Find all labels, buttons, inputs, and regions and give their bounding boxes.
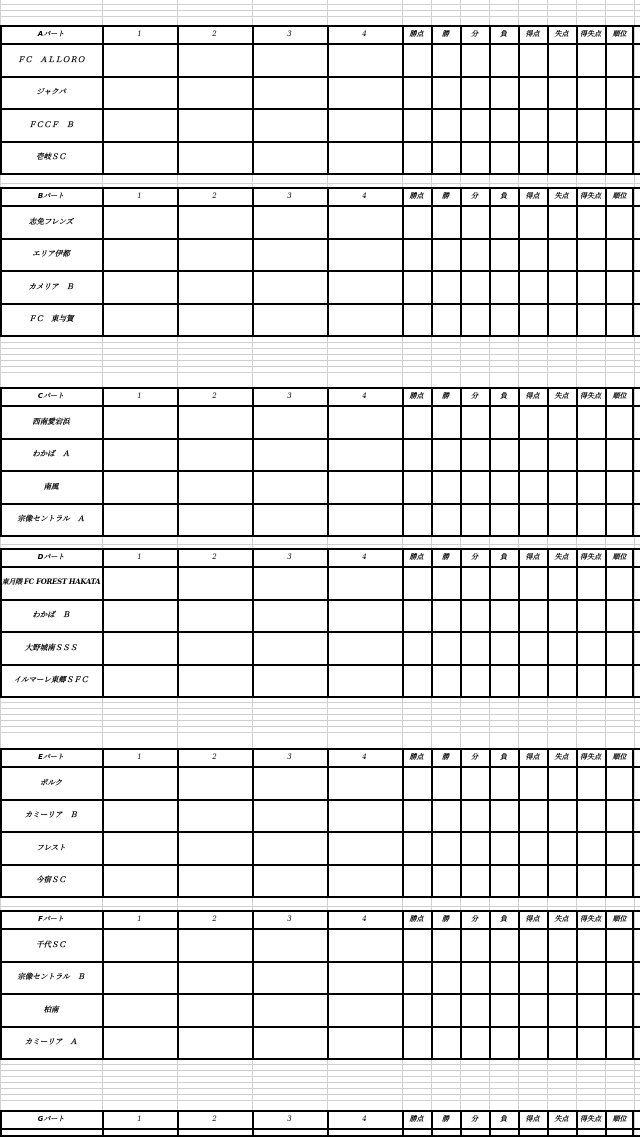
grid-line: [0, 910, 2, 1058]
part-label: Cパート: [37, 392, 65, 400]
grid-line: [177, 187, 179, 335]
grid-line: [327, 748, 329, 896]
grid-line: [632, 910, 634, 1058]
stat-column-header: 負: [500, 915, 507, 923]
grid-line: [0, 354, 640, 355]
match-column-header: 1: [137, 753, 142, 761]
grid-line: [632, 387, 634, 535]
grid-line: [102, 387, 104, 535]
grid-line: [518, 387, 520, 535]
stat-column-header: 失点: [554, 392, 569, 400]
grid-line: [0, 348, 640, 349]
stat-column-header: 失点: [554, 1115, 569, 1123]
stat-column-header: 勝点: [409, 915, 424, 923]
grid-line: [0, 387, 640, 389]
grid-line: [431, 25, 433, 173]
stat-column-header: 勝: [442, 753, 449, 761]
grid-line: [460, 748, 462, 896]
grid-line: [0, 238, 640, 240]
grid-line: [177, 25, 179, 173]
grid-line: [547, 25, 549, 173]
match-column-header: 4: [362, 192, 367, 200]
grid-line: [0, 748, 2, 896]
match-column-header: 4: [362, 1115, 367, 1123]
grid-line: [327, 548, 329, 696]
grid-line: [0, 173, 640, 175]
stat-column-header: 得点: [525, 30, 540, 38]
grid-line: [489, 748, 491, 896]
team-name: 宗像セントラル Ａ: [17, 514, 85, 524]
grid-line: [605, 25, 607, 173]
grid-line: [0, 766, 640, 768]
grid-line: [0, 1076, 640, 1077]
grid-line: [327, 387, 329, 535]
grid-line: [576, 910, 578, 1058]
team-name: 西南愛宕浜: [32, 416, 70, 426]
stat-column-header: 分: [471, 915, 478, 923]
grid-line: [632, 25, 634, 173]
stat-column-header: 得失点: [580, 30, 601, 38]
match-column-header: 2: [212, 1115, 217, 1123]
grid-line: [431, 1110, 433, 1136]
stat-column-header: 失点: [554, 192, 569, 200]
stat-column-header: 勝: [442, 192, 449, 200]
grid-line: [431, 187, 433, 335]
grid-line: [0, 187, 2, 335]
grid-line: [0, 1094, 640, 1095]
stat-column-header: 順位: [612, 192, 627, 200]
team-name: エリア伊都: [32, 249, 70, 259]
grid-line: [0, 961, 640, 963]
grid-line: [102, 910, 104, 1058]
grid-line: [0, 303, 640, 305]
grid-line: [0, 76, 640, 78]
match-column-header: 1: [137, 192, 142, 200]
stat-column-header: 順位: [612, 915, 627, 923]
grid-line: [0, 4, 640, 5]
grid-line: [0, 1082, 640, 1083]
grid-line: [0, 470, 640, 472]
part-label: Bパート: [37, 192, 65, 200]
grid-line: [0, 708, 640, 709]
stat-column-header: 勝点: [409, 392, 424, 400]
part-label: Fパート: [38, 915, 64, 923]
team-name: イルマーレ東郷ＳＦＣ: [13, 675, 89, 685]
grid-line: [0, 910, 640, 912]
grid-line: [489, 25, 491, 173]
grid-line: [576, 25, 578, 173]
grid-line: [0, 366, 640, 367]
stat-column-header: 勝点: [409, 192, 424, 200]
grid-line: [0, 831, 640, 833]
match-column-header: 4: [362, 753, 367, 761]
grid-line: [460, 387, 462, 535]
match-column-header: 3: [287, 392, 292, 400]
stat-column-header: 得点: [525, 915, 540, 923]
grid-line: [252, 1110, 254, 1136]
grid-line: [431, 548, 433, 696]
stat-column-header: 勝点: [409, 30, 424, 38]
match-column-header: 4: [362, 915, 367, 923]
match-column-header: 3: [287, 915, 292, 923]
grid-line: [0, 1100, 640, 1101]
grid-line: [0, 548, 640, 550]
stat-column-header: 順位: [612, 30, 627, 38]
stat-column-header: 得失点: [580, 392, 601, 400]
team-name: カメリア Ｂ: [28, 281, 74, 291]
stat-column-header: 負: [500, 30, 507, 38]
grid-line: [327, 187, 329, 335]
match-column-header: 2: [212, 915, 217, 923]
grid-line: [518, 187, 520, 335]
grid-line: [0, 387, 2, 535]
grid-line: [402, 748, 404, 896]
grid-line: [576, 1110, 578, 1136]
grid-line: [252, 387, 254, 535]
grid-line: [0, 864, 640, 866]
grid-line: [489, 387, 491, 535]
grid-line: [0, 438, 640, 440]
match-column-header: 1: [137, 553, 142, 561]
grid-line: [634, 0, 635, 1136]
grid-line: [431, 748, 433, 896]
grid-line: [0, 714, 640, 715]
grid-line: [0, 726, 640, 727]
stat-column-header: 得失点: [580, 192, 601, 200]
stat-column-header: 勝点: [409, 753, 424, 761]
grid-line: [177, 910, 179, 1058]
stat-column-header: 負: [500, 1115, 507, 1123]
match-column-header: 3: [287, 553, 292, 561]
grid-line: [518, 25, 520, 173]
grid-line: [0, 631, 640, 633]
grid-line: [0, 732, 640, 733]
grid-line: [0, 544, 640, 545]
stat-column-header: 分: [471, 392, 478, 400]
stat-column-header: 勝: [442, 30, 449, 38]
grid-line: [0, 360, 640, 361]
match-column-header: 3: [287, 30, 292, 38]
stat-column-header: 得失点: [580, 1115, 601, 1123]
grid-line: [0, 928, 640, 930]
grid-line: [0, 548, 2, 696]
grid-line: [460, 910, 462, 1058]
grid-line: [177, 387, 179, 535]
match-column-header: 2: [212, 392, 217, 400]
grid-line: [518, 748, 520, 896]
grid-line: [102, 25, 104, 173]
grid-line: [0, 108, 640, 110]
grid-line: [489, 1110, 491, 1136]
grid-line: [252, 748, 254, 896]
grid-line: [0, 503, 640, 505]
grid-line: [547, 910, 549, 1058]
grid-line: [0, 16, 640, 17]
team-name: 志免フレンズ: [28, 216, 74, 226]
stat-column-header: 負: [500, 753, 507, 761]
grid-line: [547, 387, 549, 535]
stat-column-header: 負: [500, 553, 507, 561]
grid-line: [605, 548, 607, 696]
match-column-header: 2: [212, 753, 217, 761]
stat-column-header: 勝: [442, 915, 449, 923]
grid-line: [0, 599, 640, 601]
grid-line: [0, 1064, 640, 1065]
stat-column-header: 勝点: [409, 1115, 424, 1123]
team-name: ＦＣ ＡＬＬＯＲＯ: [17, 54, 85, 64]
stat-column-header: 得点: [525, 553, 540, 561]
grid-line: [0, 342, 640, 343]
part-label: Aパート: [37, 30, 65, 38]
match-column-header: 4: [362, 30, 367, 38]
grid-line: [252, 187, 254, 335]
grid-line: [576, 387, 578, 535]
grid-line: [0, 1110, 2, 1136]
grid-line: [0, 702, 640, 703]
grid-line: [632, 1110, 634, 1136]
stat-column-header: 得失点: [580, 915, 601, 923]
grid-line: [576, 748, 578, 896]
grid-line: [0, 696, 640, 698]
grid-line: [402, 910, 404, 1058]
grid-line: [632, 187, 634, 335]
grid-line: [0, 993, 640, 995]
grid-line: [0, 183, 640, 184]
part-label: Dパート: [37, 553, 65, 561]
grid-line: [460, 548, 462, 696]
grid-line: [0, 1026, 640, 1028]
match-column-header: 3: [287, 192, 292, 200]
team-name: 千代ＳＣ: [36, 939, 66, 949]
grid-line: [0, 896, 640, 898]
team-name: わかば Ｂ: [32, 610, 70, 620]
stat-column-header: 順位: [612, 392, 627, 400]
grid-line: [605, 910, 607, 1058]
stat-column-header: 順位: [612, 753, 627, 761]
match-column-header: 1: [137, 1115, 142, 1123]
grid-line: [0, 25, 2, 173]
team-name: 大野城南ＳＳＳ: [24, 642, 78, 652]
stat-column-header: 得点: [525, 1115, 540, 1123]
grid-line: [460, 187, 462, 335]
match-column-header: 2: [212, 30, 217, 38]
grid-line: [252, 548, 254, 696]
grid-line: [0, 1058, 640, 1060]
team-name: ＦＣ 東与賀: [28, 314, 74, 324]
grid-line: [605, 748, 607, 896]
grid-line: [102, 1110, 104, 1136]
grid-line: [0, 270, 640, 272]
grid-line: [0, 664, 640, 666]
team-name: カミーリア Ｂ: [24, 810, 78, 820]
stat-column-header: 得点: [525, 192, 540, 200]
stat-column-header: 負: [500, 392, 507, 400]
grid-line: [0, 799, 640, 801]
stat-column-header: 得点: [525, 753, 540, 761]
grid-line: [0, 405, 640, 407]
grid-line: [547, 748, 549, 896]
grid-line: [402, 25, 404, 173]
team-name: ポルク: [39, 777, 63, 787]
grid-line: [576, 548, 578, 696]
grid-line: [102, 548, 104, 696]
match-column-header: 1: [137, 915, 142, 923]
grid-line: [605, 187, 607, 335]
grid-line: [431, 910, 433, 1058]
match-column-header: 3: [287, 1115, 292, 1123]
stat-column-header: 得失点: [580, 553, 601, 561]
stat-column-header: 失点: [554, 753, 569, 761]
grid-line: [0, 335, 640, 337]
grid-line: [0, 10, 640, 11]
grid-line: [431, 387, 433, 535]
match-column-header: 4: [362, 553, 367, 561]
grid-line: [0, 906, 640, 907]
grid-line: [0, 566, 640, 568]
grid-line: [327, 1110, 329, 1136]
grid-line: [605, 1110, 607, 1136]
grid-line: [547, 187, 549, 335]
team-name: 壱岐ＳＣ: [36, 152, 66, 162]
grid-line: [0, 43, 640, 45]
team-name: ＦＣＣＦ Ｂ: [28, 119, 74, 129]
stat-column-header: 勝点: [409, 553, 424, 561]
stat-column-header: 勝: [442, 392, 449, 400]
grid-line: [489, 187, 491, 335]
grid-line: [489, 548, 491, 696]
stat-column-header: 勝: [442, 553, 449, 561]
grid-line: [0, 187, 640, 189]
grid-line: [0, 25, 640, 27]
grid-line: [489, 910, 491, 1058]
grid-line: [518, 548, 520, 696]
team-name: ジャクパ: [36, 87, 66, 97]
grid-line: [402, 187, 404, 335]
stat-column-header: 勝: [442, 1115, 449, 1123]
stat-column-header: 得失点: [580, 753, 601, 761]
match-column-header: 2: [212, 192, 217, 200]
stat-column-header: 順位: [612, 1115, 627, 1123]
stat-column-header: 分: [471, 553, 478, 561]
match-column-header: 1: [137, 30, 142, 38]
grid-line: [177, 748, 179, 896]
stat-column-header: 失点: [554, 30, 569, 38]
stat-column-header: 分: [471, 753, 478, 761]
stat-column-header: 順位: [612, 553, 627, 561]
grid-line: [0, 1110, 640, 1112]
team-name: 南風: [43, 481, 59, 491]
grid-line: [402, 1110, 404, 1136]
stat-column-header: 分: [471, 192, 478, 200]
grid-line: [0, 1128, 640, 1130]
team-name: フレスト: [36, 842, 66, 852]
grid-line: [0, 748, 640, 750]
grid-line: [0, 535, 640, 537]
match-column-header: 4: [362, 392, 367, 400]
grid-line: [252, 25, 254, 173]
match-column-header: 1: [137, 392, 142, 400]
grid-line: [605, 387, 607, 535]
team-name: 東月隈 FC FOREST HAKATA: [1, 577, 101, 587]
grid-line: [576, 187, 578, 335]
grid-line: [402, 548, 404, 696]
team-name: カミーリア Ａ: [24, 1037, 78, 1047]
grid-line: [632, 748, 634, 896]
grid-line: [460, 1110, 462, 1136]
grid-line: [177, 1110, 179, 1136]
grid-line: [327, 25, 329, 173]
grid-line: [177, 548, 179, 696]
grid-line: [0, 720, 640, 721]
grid-line: [0, 372, 640, 373]
grid-line: [632, 548, 634, 696]
stat-column-header: 分: [471, 1115, 478, 1123]
grid-line: [0, 1088, 640, 1089]
stat-column-header: 分: [471, 30, 478, 38]
grid-line: [0, 205, 640, 207]
grid-line: [0, 1070, 640, 1071]
part-label: Gパート: [37, 1115, 65, 1123]
grid-line: [402, 387, 404, 535]
team-name: 柏南: [43, 1004, 59, 1014]
stat-column-header: 負: [500, 192, 507, 200]
grid-line: [518, 1110, 520, 1136]
stat-column-header: 失点: [554, 915, 569, 923]
match-column-header: 3: [287, 753, 292, 761]
grid-line: [102, 187, 104, 335]
grid-line: [102, 748, 104, 896]
team-name: 宗像セントラル Ｂ: [17, 972, 85, 982]
grid-line: [547, 1110, 549, 1136]
grid-line: [252, 910, 254, 1058]
grid-line: [327, 910, 329, 1058]
part-label: Eパート: [38, 753, 64, 761]
stat-column-header: 失点: [554, 553, 569, 561]
grid-line: [460, 25, 462, 173]
team-name: わかば Ａ: [32, 449, 70, 459]
grid-line: [547, 548, 549, 696]
team-name: 今宿ＳＣ: [36, 875, 66, 885]
stat-column-header: 得点: [525, 392, 540, 400]
grid-line: [518, 910, 520, 1058]
grid-line: [0, 141, 640, 143]
match-column-header: 2: [212, 553, 217, 561]
